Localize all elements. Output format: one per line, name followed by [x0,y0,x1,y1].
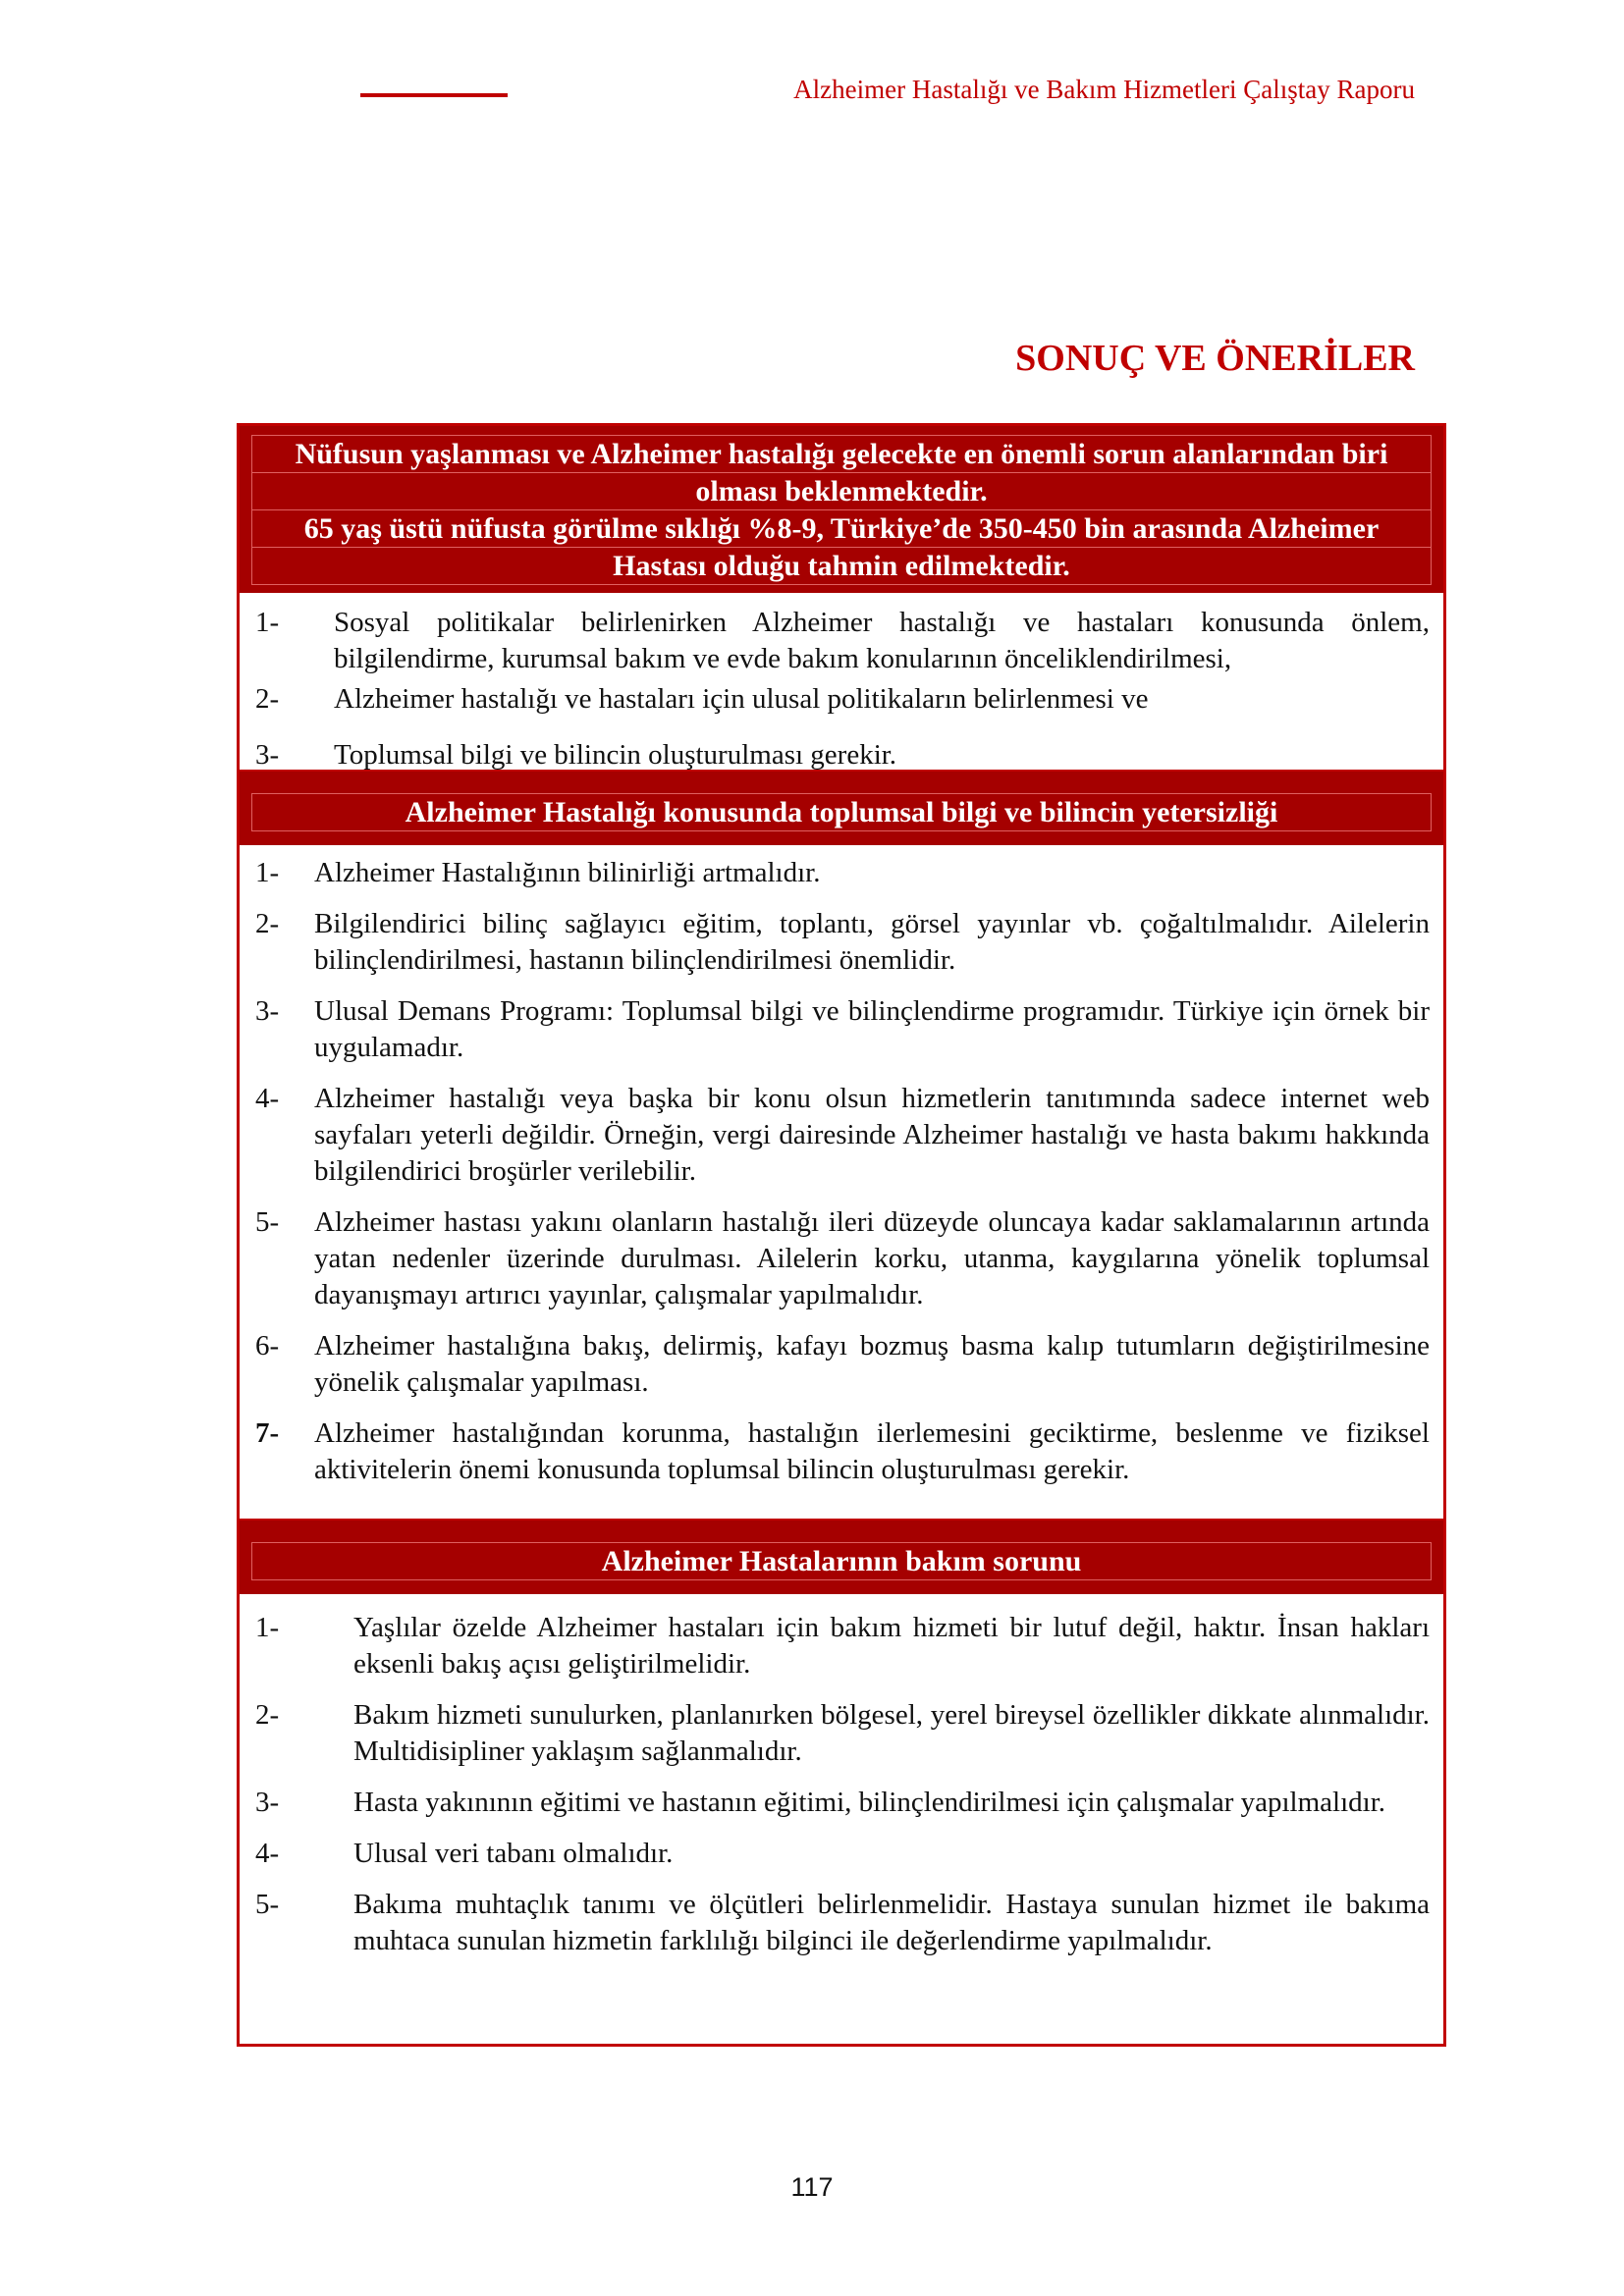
item-text: Bakım hizmeti sunulurken, planlanırken bölgesel, yerel bireysel özellikler dikkate alınmalıdır. Multidisipliner yaklaşım sağlanmalıdır. [353,1699,1430,1767]
item-text: Toplumsal bilgi ve bilincin oluşturulması gerekir. [334,739,897,771]
section-3-list [240,1594,1443,1959]
item-number: 3- [255,739,280,771]
section-2-title: Alzheimer Hastalığı konusunda toplumsal bilgi ve bilincin yetersizliği [405,796,1278,828]
section-box-2 [237,772,1446,1522]
item-number: 3- [255,1787,280,1818]
item-number: 6- [255,1330,280,1362]
list-item [253,681,1430,718]
item-text: Ulusal veri tabanı olmalıdır. [353,1838,674,1869]
band-line: olması beklenmektedir. [252,473,1431,510]
item-number: 7- [255,1417,280,1449]
item-number: 2- [255,1699,280,1731]
section-3-band [240,1521,1443,1594]
list-item [253,1328,1430,1401]
section-3-title: Alzheimer Hastalarının bakım sorunu [601,1545,1082,1577]
section-box-3 [237,1521,1446,2047]
item-number: 3- [255,995,280,1027]
list-item [253,1887,1430,1959]
section-2-band [240,772,1443,845]
list-item [253,1610,1430,1682]
item-text: Alzheimer hastalığı ve hastaları için ulusal politikaların belirlenmesi ve [334,683,1149,715]
list-item [253,906,1430,979]
item-number: 2- [255,683,280,715]
item-text: Sosyal politikalar belirlenirken Alzheimer hastalığı ve hastaları konusunda önlem, bilgilendirme, kurumsal bakım ve evde bakım konularının önceliklendirilmesi, [334,607,1430,674]
item-text: Alzheimer hastalığından korunma, hastalığın ilerlemesini geciktirme, beslenme ve fiziksel aktivitelerin önemi konusunda toplumsal bilincin oluşturulması gerekir. [314,1417,1430,1485]
item-number: 1- [255,857,280,888]
item-text: Alzheimer hastalığı veya başka bir konu olsun hizmetlerin tanıtımında sadece internet web sayfaları yeterli değildir. Örneğin, vergi dairesinde Alzheimer hastalığı ve hasta bakımı hakkında bilgilendirici broşürler verilebilir. [314,1083,1430,1187]
list-item [253,737,1430,774]
section-2-list [240,845,1443,1488]
item-text: Ulusal Demans Programı: Toplumsal bilgi ve bilinçlendirme programıdır. Türkiye için örnek bir uygulamadır. [314,995,1430,1063]
item-number: 1- [255,607,280,638]
section-box-1 [237,423,1446,773]
list-item [253,605,1430,677]
item-number: 4- [255,1083,280,1114]
item-number: 4- [255,1838,280,1869]
band-line: Hastası olduğu tahmin edilmektedir. [613,550,1070,582]
list-item [253,1081,1430,1190]
list-item [253,993,1430,1066]
item-text: Hasta yakınının eğitimi ve hastanın eğitimi, bilinçlendirilmesi için çalışmalar yapılmalıdır. [353,1787,1386,1818]
item-text: Alzheimer Hastalığının bilinirliği artmalıdır. [314,857,821,888]
band-line: 65 yaş üstü nüfusta görülme sıklığı %8-9, Türkiye’de 350-450 bin arasında Alzheimer [252,510,1431,548]
section-1-band [240,426,1443,593]
item-number: 5- [255,1889,280,1920]
header-rule [360,93,508,97]
list-item [253,1785,1430,1821]
list-item [253,1204,1430,1313]
band-line: Nüfusun yaşlanması ve Alzheimer hastalığı gelecekte en önemli sorun alanlarından biri [252,436,1431,473]
item-number: 5- [255,1206,280,1238]
item-text: Bilgilendirici bilinç sağlayıcı eğitim, toplantı, görsel yayınlar vb. çoğaltılmalıdır. Ailelerin bilinçlendirilmesi, hastanın bilinçlendirilmesi önemlidir. [314,908,1430,976]
item-text: Bakıma muhtaçlık tanımı ve ölçütleri belirlenmelidir. Hastaya sunulan hizmet ile bakıma muhtaca sunulan hizmetin farklılığı bilginci ile değerlendirme yapılmalıdır. [353,1889,1430,1956]
list-item [253,1415,1430,1488]
page-number: 117 [790,2172,834,2202]
list-item [253,1697,1430,1770]
item-number: 1- [255,1612,280,1643]
item-text: Yaşlılar özelde Alzheimer hastaları için bakım hizmeti bir lutuf değil, haktır. İnsan hakları eksenli bakış açısı geliştirilmelidir. [353,1612,1430,1680]
item-number: 2- [255,908,280,939]
running-header: Alzheimer Hastalığı ve Bakım Hizmetleri Çalıştay Raporu [793,75,1415,104]
section-1-list [240,593,1443,774]
list-item [253,855,1430,891]
list-item [253,1836,1430,1872]
item-text: Alzheimer hastalığına bakış, delirmiş, kafayı bozmuş basma kalıp tutumların değiştirilmesine yönelik çalışmalar yapılması. [314,1330,1430,1398]
page-title: SONUÇ VE ÖNERİLER [1015,338,1415,379]
item-text: Alzheimer hastası yakını olanların hastalığı ileri düzeyde oluncaya kadar saklamalarının artında yatan nedenler üzerinde durulması. Ailelerin korku, utanma, kaygılarına yönelik toplumsal dayanışmayı artırıcı yayınlar, çalışmalar yapılmalıdır. [314,1206,1430,1310]
